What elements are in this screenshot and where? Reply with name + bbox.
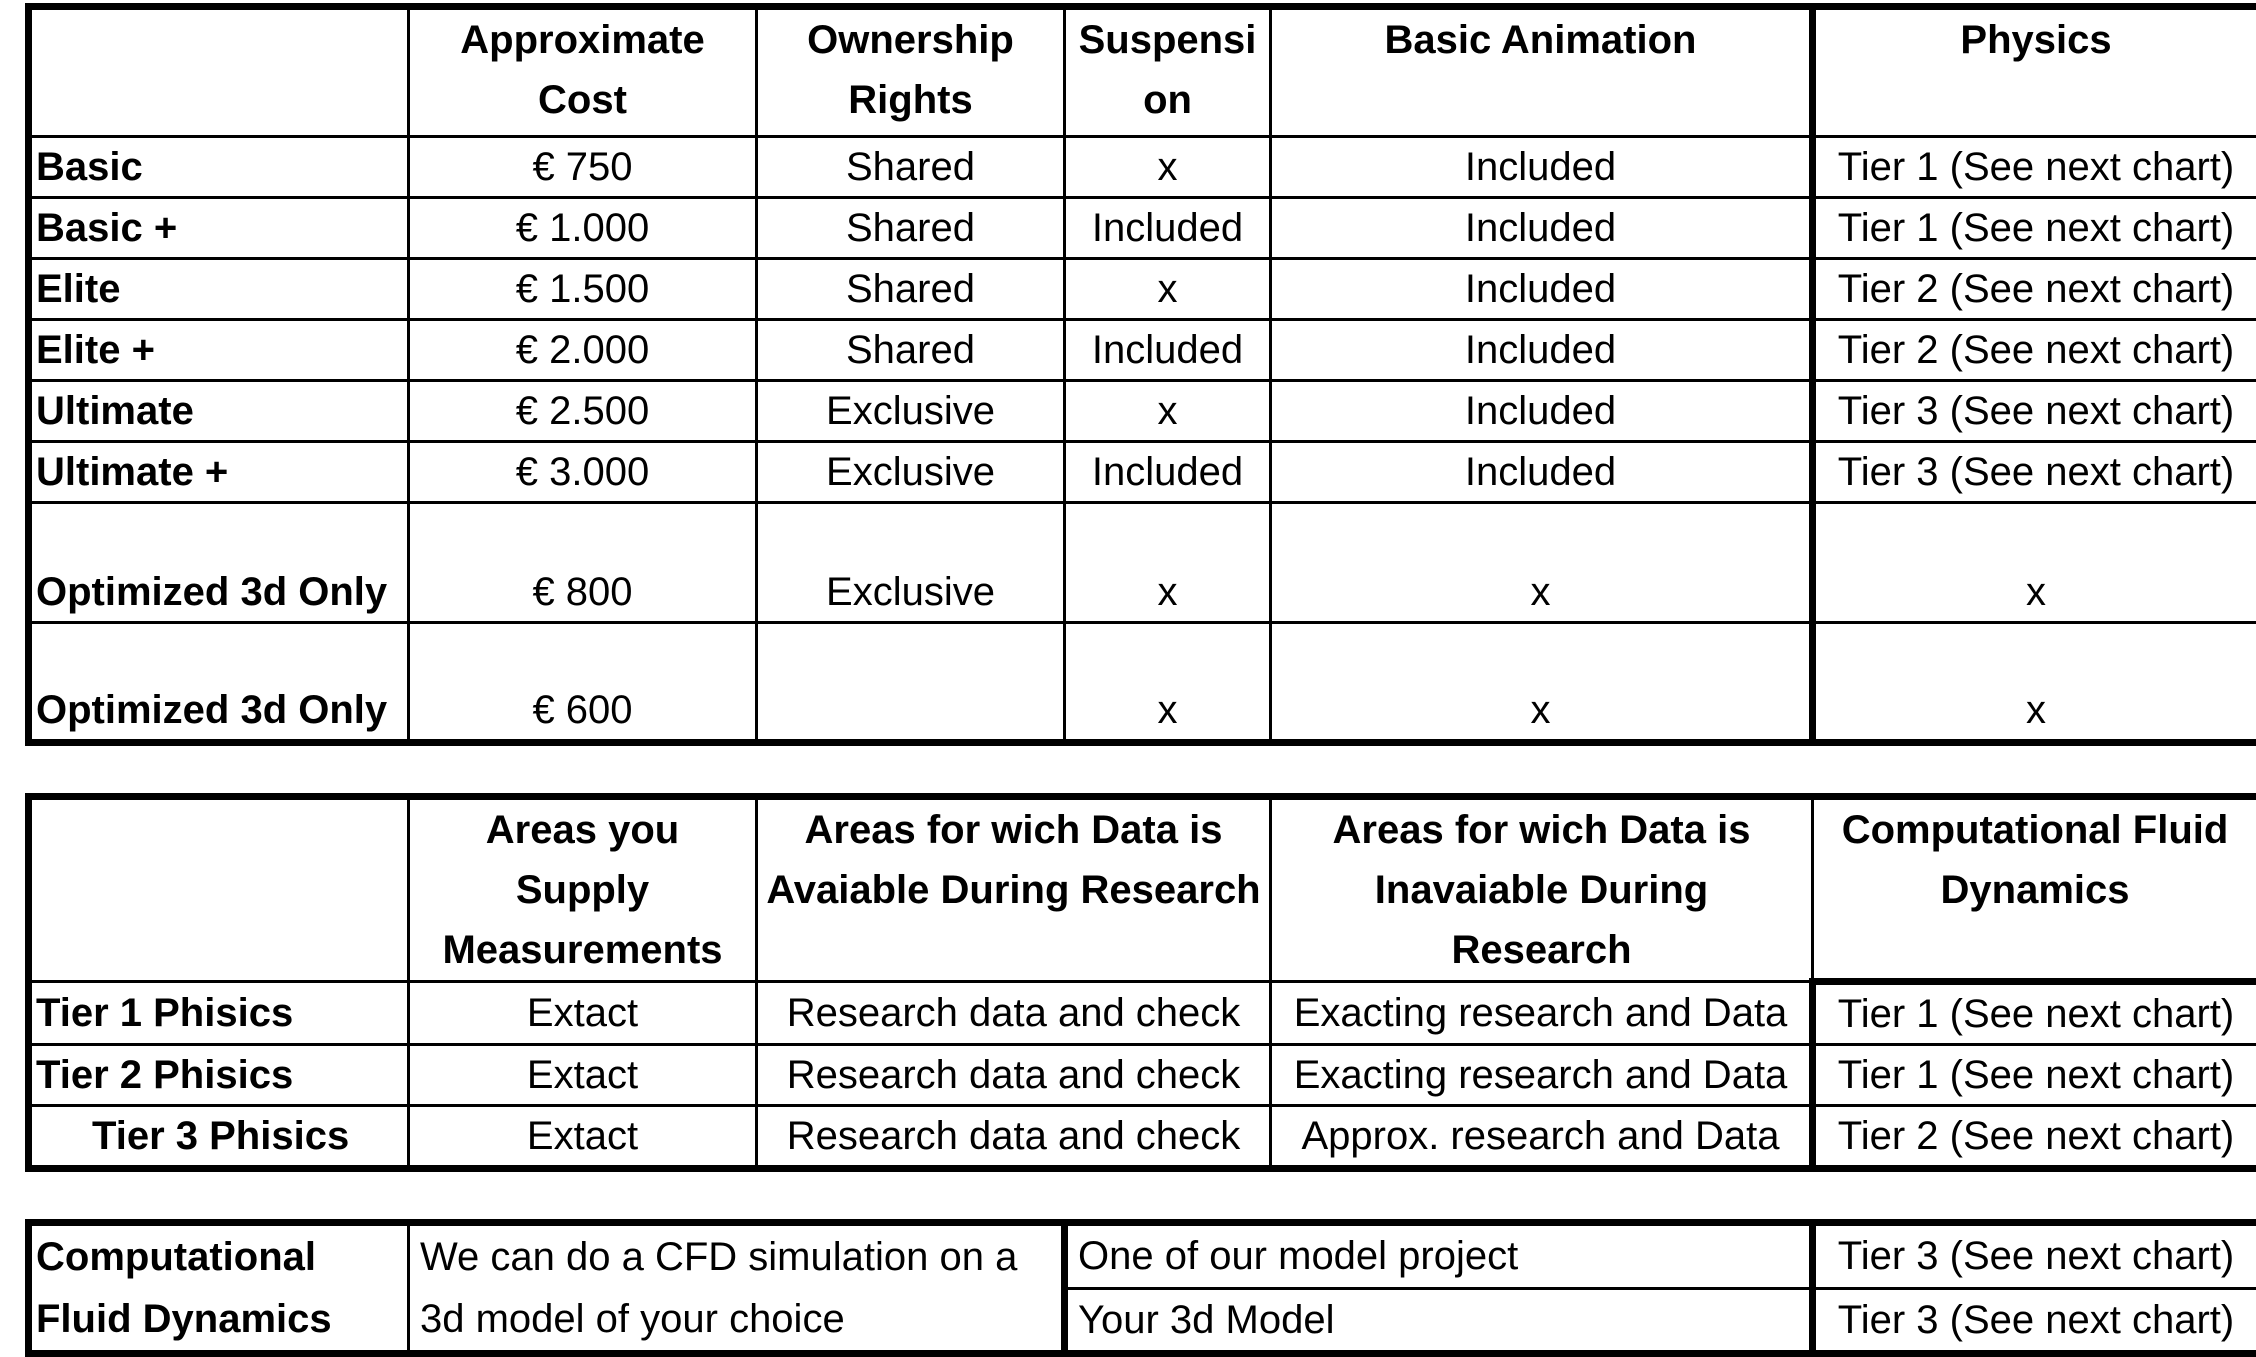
physics-cell: Tier 2 (See next chart) <box>1813 320 2256 381</box>
suspension-cell: Included <box>1065 442 1271 503</box>
measurements-cell: Extact <box>409 982 757 1045</box>
row-label: Ultimate + <box>29 442 409 503</box>
physics-cell: Tier 2 (See next chart) <box>1813 259 2256 320</box>
cfd-option-name: One of our model project <box>1065 1223 1813 1289</box>
row-label: Tier 3 Phisics <box>29 1106 409 1169</box>
col-header-animation: Basic Animation <box>1271 7 1813 137</box>
row-label: Basic + <box>29 198 409 259</box>
physics-cell: Tier 1 (See next chart) <box>1813 198 2256 259</box>
col-header-physics: Physics <box>1813 7 2256 137</box>
pricing-table <box>25 3 2256 746</box>
animation-cell: Included <box>1271 381 1813 442</box>
row-label: Optimized 3d Only <box>29 503 409 623</box>
col-header-measurements: Areas you Supply Measurements <box>409 797 757 982</box>
row-label: Tier 2 Phisics <box>29 1045 409 1106</box>
suspension-cell: x <box>1065 381 1271 442</box>
table-row <box>29 442 2256 503</box>
cfd-option-tier: Tier 3 (See next chart) <box>1813 1288 2256 1354</box>
col-header-cfd: Computational Fluid Dynamics <box>1813 797 2256 982</box>
cost-cell: € 600 <box>409 623 757 743</box>
row-label: Elite <box>29 259 409 320</box>
data-available-cell: Research data and check <box>757 982 1271 1045</box>
suspension-cell: x <box>1065 623 1271 743</box>
data-available-cell: Research data and check <box>757 1106 1271 1169</box>
corner-cell <box>29 7 409 137</box>
table-row <box>29 381 2256 442</box>
cfd-description: We can do a CFD simulation on a 3d model of your choice <box>409 1223 1065 1354</box>
cost-cell: € 1.000 <box>409 198 757 259</box>
col-header-ownership: Ownership Rights <box>757 7 1065 137</box>
ownership-cell: Shared <box>757 198 1065 259</box>
table-row <box>29 623 2256 743</box>
cost-cell: € 2.000 <box>409 320 757 381</box>
col-header-suspension: Suspension <box>1065 7 1271 137</box>
data-available-cell: Research data and check <box>757 1045 1271 1106</box>
row-label: Elite + <box>29 320 409 381</box>
col-header-data-unavailable: Areas for wich Data is Inavaiable During Research <box>1271 797 1813 982</box>
table-row <box>29 259 2256 320</box>
ownership-cell: Exclusive <box>757 381 1065 442</box>
physics-cell: x <box>1813 503 2256 623</box>
animation-cell: x <box>1271 503 1813 623</box>
table-row <box>29 137 2256 198</box>
cfd-cell: Tier 2 (See next chart) <box>1813 1106 2256 1169</box>
ownership-cell: Shared <box>757 259 1065 320</box>
data-unavailable-cell: Exacting research and Data <box>1271 1045 1813 1106</box>
suspension-cell: Included <box>1065 320 1271 381</box>
cost-cell: € 1.500 <box>409 259 757 320</box>
animation-cell: Included <box>1271 137 1813 198</box>
row-label: Basic <box>29 137 409 198</box>
ownership-cell: Exclusive <box>757 503 1065 623</box>
ownership-cell: Exclusive <box>757 442 1065 503</box>
table-row <box>29 503 2256 623</box>
cfd-cell: Tier 1 (See next chart) <box>1813 1045 2256 1106</box>
cost-cell: € 3.000 <box>409 442 757 503</box>
data-unavailable-cell: Exacting research and Data <box>1271 982 1813 1045</box>
cost-cell: € 2.500 <box>409 381 757 442</box>
animation-cell: Included <box>1271 198 1813 259</box>
ownership-cell: Shared <box>757 320 1065 381</box>
animation-cell: Included <box>1271 320 1813 381</box>
table-row <box>29 198 2256 259</box>
suspension-cell: x <box>1065 259 1271 320</box>
ownership-cell: Shared <box>757 137 1065 198</box>
cfd-table <box>25 1219 2256 1357</box>
physics-cell: Tier 3 (See next chart) <box>1813 442 2256 503</box>
col-header-data-available: Areas for wich Data is Avaiable During Research <box>757 797 1271 982</box>
row-label: Ultimate <box>29 381 409 442</box>
physics-tier-table <box>25 793 2256 1172</box>
physics-cell: Tier 3 (See next chart) <box>1813 381 2256 442</box>
table-row <box>29 1223 2256 1289</box>
col-header-cost: Approximate Cost <box>409 7 757 137</box>
row-label: Tier 1 Phisics <box>29 982 409 1045</box>
suspension-cell: Included <box>1065 198 1271 259</box>
cfd-option-tier: Tier 3 (See next chart) <box>1813 1223 2256 1289</box>
header-row <box>29 797 2256 982</box>
ownership-cell <box>757 623 1065 743</box>
animation-cell: Included <box>1271 259 1813 320</box>
physics-cell: Tier 1 (See next chart) <box>1813 137 2256 198</box>
measurements-cell: Extact <box>409 1045 757 1106</box>
suspension-cell: x <box>1065 137 1271 198</box>
table-row <box>29 320 2256 381</box>
animation-cell: Included <box>1271 442 1813 503</box>
physics-cell: x <box>1813 623 2256 743</box>
cost-cell: € 750 <box>409 137 757 198</box>
cfd-option-name: Your 3d Model <box>1065 1288 1813 1354</box>
cost-cell: € 800 <box>409 503 757 623</box>
cfd-label: Computational Fluid Dynamics <box>29 1223 409 1354</box>
corner-cell <box>29 797 409 982</box>
table-row <box>29 1106 2256 1169</box>
header-row <box>29 7 2256 137</box>
table-row <box>29 982 2256 1045</box>
measurements-cell: Extact <box>409 1106 757 1169</box>
row-label: Optimized 3d Only <box>29 623 409 743</box>
table-row <box>29 1045 2256 1106</box>
animation-cell: x <box>1271 623 1813 743</box>
suspension-cell: x <box>1065 503 1271 623</box>
cfd-cell: Tier 1 (See next chart) <box>1813 982 2256 1045</box>
data-unavailable-cell: Approx. research and Data <box>1271 1106 1813 1169</box>
